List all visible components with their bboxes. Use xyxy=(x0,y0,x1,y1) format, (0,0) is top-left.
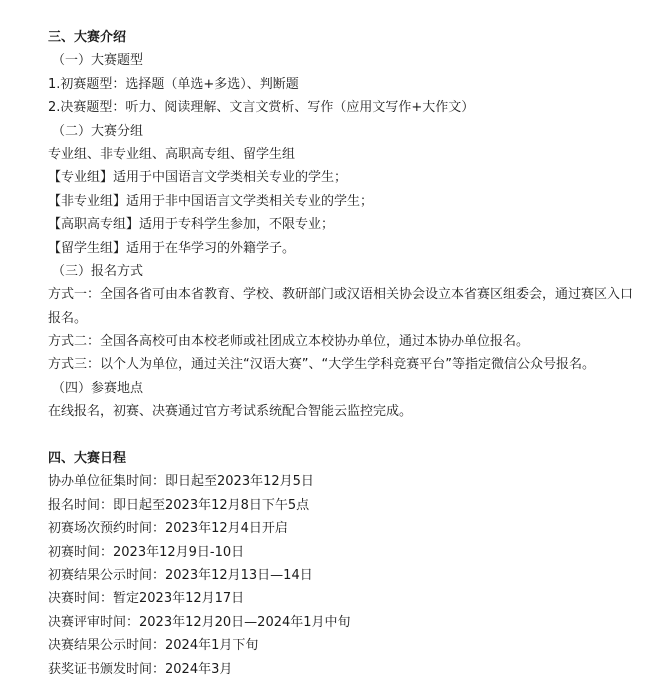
section-4-heading: 四、大赛日程 xyxy=(48,451,127,467)
paragraph-line: 专业组、非专业组、高职高专组、留学生组 xyxy=(48,146,296,162)
schedule-item: 初赛时间：2023年12月9日-10日 xyxy=(48,544,245,560)
schedule-item: 协办单位征集时间：即日起至2023年12月5日 xyxy=(48,474,314,490)
paragraph-line: 报名。 xyxy=(48,310,88,326)
subsection-heading: （四）参赛地点 xyxy=(52,380,144,396)
paragraph-line: 【专业组】适用于中国语言文学类相关专业的学生； xyxy=(48,170,348,186)
schedule-item: 报名时间：即日起至2023年12月8日下午5点 xyxy=(48,497,310,513)
paragraph-line: 【留学生组】适用于在华学习的外籍学子。 xyxy=(48,240,296,256)
schedule-item: 决赛时间：暂定2023年12月17日 xyxy=(48,591,245,607)
paragraph-line: 方式二：全国各高校可由本校老师或社团成立本校协办单位，通过本协办单位报名。 xyxy=(48,334,530,350)
subsection-heading: （三）报名方式 xyxy=(52,263,144,279)
paragraph-line: 在线报名，初赛、决赛通过官方考试系统配合智能云监控完成。 xyxy=(48,404,413,420)
schedule-item: 获奖证书颁发时间：2024年3月 xyxy=(48,661,233,677)
schedule-item: 决赛结果公示时间：2024年1月下旬 xyxy=(48,638,259,654)
paragraph-line: 方式一：全国各省可由本省教育、学校、教研部门或汉语相关协会设立本省赛区组委会，通过赛区入口 xyxy=(48,287,634,303)
subsection-heading: （一）大赛题型 xyxy=(52,53,144,69)
schedule-item: 初赛结果公示时间：2023年12月13日—14日 xyxy=(48,567,313,583)
paragraph-line: 【非专业组】适用于非中国语言文学类相关专业的学生； xyxy=(48,193,374,209)
schedule-item: 决赛评审时间：2023年12月20日—2024年1月中旬 xyxy=(48,614,351,630)
paragraph-line: 2.决赛题型：听力、阅读理解、文言文赏析、写作（应用文写作+大作文） xyxy=(48,100,475,116)
blank-line xyxy=(48,424,663,447)
schedule-item: 初赛场次预约时间：2023年12月4日开启 xyxy=(48,521,288,537)
paragraph-line: 1.初赛题型：选择题（单选+多选）、判断题 xyxy=(48,76,299,92)
subsection-heading: （二）大赛分组 xyxy=(52,123,144,139)
paragraph-line: 【高职高专组】适用于专科学生参加，不限专业； xyxy=(48,217,335,233)
section-3-heading: 三、大赛介绍 xyxy=(48,30,127,45)
paragraph-line: 方式三：以个人为单位，通过关注“汉语大赛”、“大学生学科竞赛平台”等指定微信公众号报名。 xyxy=(48,357,595,373)
